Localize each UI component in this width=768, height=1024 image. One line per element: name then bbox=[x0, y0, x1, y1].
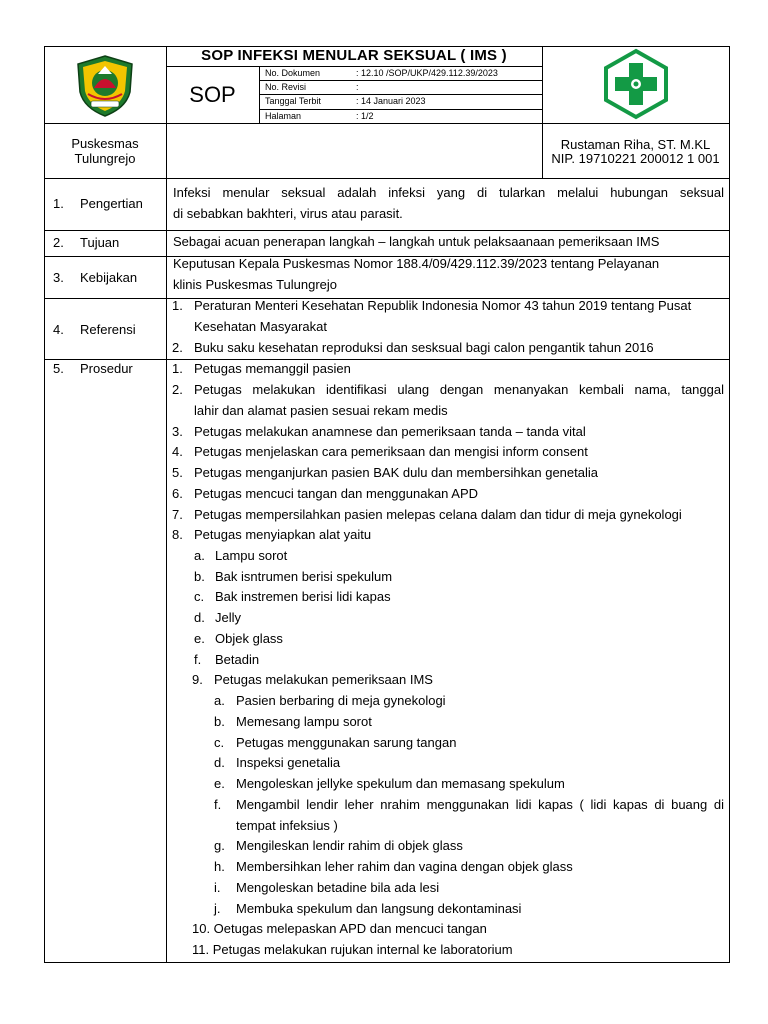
organization-name: Puskesmas bbox=[71, 136, 139, 151]
sublist-letter: d. bbox=[214, 755, 225, 770]
signer-name: Rustaman Riha, ST. M.KL bbox=[560, 137, 711, 152]
sublist-letter: b. bbox=[214, 714, 225, 729]
sublist-item-text: Betadin bbox=[215, 652, 260, 667]
sublist-letter: b. bbox=[194, 569, 205, 584]
sublist-item-text: tempat infeksius ) bbox=[236, 818, 338, 833]
section-number: 5. bbox=[53, 361, 64, 376]
sublist-item-text: Mengileskan lendir rahim di objek glass bbox=[236, 838, 463, 853]
meta-value: : 14 Januari 2023 bbox=[356, 96, 426, 106]
sublist-letter: a. bbox=[214, 693, 225, 708]
section-number: 4. bbox=[53, 322, 64, 337]
list-item-text: 10. Oetugas melepaskan APD dan mencuci tangan bbox=[192, 921, 487, 936]
sublist-item-text: Mengambil lendir leher nrahim menggunakan lidi kapas ( lidi kapas di buang di bbox=[236, 797, 724, 812]
sublist-letter: f. bbox=[214, 797, 222, 812]
signer-nip: NIP. 19710221 200012 1 001 bbox=[551, 151, 720, 166]
organization-location: Tulungrejo bbox=[74, 151, 136, 166]
sublist-item-text: Pasien berbaring di meja gynekologi bbox=[236, 693, 446, 708]
list-item-text: Peraturan Menteri Kesehatan Republik Indonesia Nomor 43 tahun 2019 tentang Pusat bbox=[194, 298, 692, 313]
list-item-text: Petugas menganjurkan pasien BAK dulu dan membersihkan genetalia bbox=[194, 465, 598, 480]
sublist-letter: i. bbox=[214, 880, 221, 895]
left-logo bbox=[74, 54, 136, 118]
list-number: 2. bbox=[172, 340, 183, 355]
list-number: 4. bbox=[172, 444, 183, 459]
meta-value: : 12.10 /SOP/UKP/429.112.39/2023 bbox=[356, 68, 498, 78]
section-number: 1. bbox=[53, 196, 64, 211]
list-number: 1. bbox=[172, 298, 183, 313]
list-item-text: Petugas menyiapkan alat yaitu bbox=[194, 527, 372, 542]
list-number: 2. bbox=[172, 382, 183, 397]
sublist-item-text: Petugas menggunakan sarung tangan bbox=[236, 735, 457, 750]
sublist-letter: e. bbox=[214, 776, 225, 791]
sublist-letter: h. bbox=[214, 859, 225, 874]
list-number: 3. bbox=[172, 424, 183, 439]
section-label: Kebijakan bbox=[80, 270, 138, 285]
sop-label: SOP bbox=[189, 82, 236, 107]
list-item-text: 11. Petugas melakukan rujukan internal ke laboratorium bbox=[192, 942, 513, 957]
meta-value: : 1/2 bbox=[356, 111, 374, 121]
sublist-item-text: Inspeksi genetalia bbox=[236, 755, 341, 770]
sublist-letter: g. bbox=[214, 838, 225, 853]
meta-label: Halaman bbox=[265, 111, 302, 121]
document-title: SOP INFEKSI MENULAR SEKSUAL ( IMS ) bbox=[201, 47, 507, 64]
sublist-letter: j. bbox=[214, 901, 221, 916]
sublist-letter: e. bbox=[194, 631, 205, 646]
sublist-item-text: Memesang lampu sorot bbox=[236, 714, 372, 729]
section-number: 2. bbox=[53, 235, 64, 250]
list-number: 1. bbox=[172, 361, 183, 376]
sublist-letter: a. bbox=[194, 548, 205, 563]
list-number: 9. bbox=[192, 672, 203, 687]
section-label: Referensi bbox=[80, 322, 136, 337]
meta-value: : bbox=[356, 82, 359, 92]
meta-label: No. Dokumen bbox=[265, 68, 321, 78]
list-item-text: Petugas melakukan anamnese dan pemeriksaan tanda – tanda vital bbox=[194, 424, 586, 439]
sublist-letter: c. bbox=[214, 735, 225, 750]
list-number: 7. bbox=[172, 507, 183, 522]
list-item-text: Petugas melakukan pemeriksaan IMS bbox=[214, 672, 433, 687]
meta-label: No. Revisi bbox=[265, 82, 307, 92]
sublist-item-text: Mengoleskan betadine bila ada lesi bbox=[236, 880, 440, 895]
right-logo bbox=[601, 48, 671, 120]
sublist-item-text: Bak instremen berisi lidi kapas bbox=[215, 589, 391, 604]
regional-government-crest-icon bbox=[74, 54, 136, 118]
list-item-text: Kesehatan Masyarakat bbox=[194, 319, 327, 334]
section-text-line: Sebagai acuan penerapan langkah – langkah untuk pelaksaanaan pemeriksaan IMS bbox=[173, 234, 660, 249]
list-item-text: Petugas menjelaskan cara pemeriksaan dan mengisi inform consent bbox=[194, 444, 588, 459]
list-number: 5. bbox=[172, 465, 183, 480]
list-number: 8. bbox=[172, 527, 183, 542]
list-item-text: Petugas melakukan identifikasi ulang dengan menanyakan kembali nama, tanggal bbox=[194, 382, 724, 397]
sublist-item-text: Jelly bbox=[215, 610, 242, 625]
sublist-item-text: Mengoleskan jellyke spekulum dan memasang spekulum bbox=[236, 776, 565, 791]
sublist-letter: c. bbox=[194, 589, 205, 604]
sublist-letter: d. bbox=[194, 610, 205, 625]
sublist-item-text: Membuka spekulum dan langsung dekontaminasi bbox=[236, 901, 522, 916]
section-label: Tujuan bbox=[80, 235, 120, 250]
section-text-line: di sebabkan bakhteri, virus atau parasit. bbox=[173, 206, 403, 221]
section-label: Prosedur bbox=[80, 361, 133, 376]
section-text-line: klinis Puskesmas Tulungrejo bbox=[173, 277, 338, 292]
list-item-text: Petugas memanggil pasien bbox=[194, 361, 351, 376]
list-item-text: Petugas mempersilahkan pasien melepas celana dalam dan tidur di meja gynekologi bbox=[194, 507, 682, 522]
list-item-text: Petugas mencuci tangan dan menggunakan APD bbox=[194, 486, 479, 501]
list-item-text: Buku saku kesehatan reproduksi dan sesksual bagi calon pengantik tahun 2016 bbox=[194, 340, 654, 355]
list-number: 6. bbox=[172, 486, 183, 501]
section-text-line: Keputusan Kepala Puskesmas Nomor 188.4/09/429.112.39/2023 tentang Pelayanan bbox=[173, 256, 660, 271]
section-text-line: Infeksi menular seksual adalah infeksi yang di tularkan melalui hubungan seksual bbox=[173, 185, 724, 200]
section-label: Pengertian bbox=[80, 196, 143, 211]
meta-label: Tanggal Terbit bbox=[265, 96, 321, 106]
sublist-item-text: Bak isntrumen berisi spekulum bbox=[215, 569, 393, 584]
section-number: 3. bbox=[53, 270, 64, 285]
sublist-letter: f. bbox=[194, 652, 202, 667]
sublist-item-text: Membersihkan leher rahim dan vagina dengan objek glass bbox=[236, 859, 573, 874]
list-item-text: lahir dan alamat pasien sesuai rekam medis bbox=[194, 403, 448, 418]
sublist-item-text: Lampu sorot bbox=[215, 548, 288, 563]
puskesmas-green-cross-icon bbox=[601, 48, 671, 120]
sublist-item-text: Objek glass bbox=[215, 631, 283, 646]
